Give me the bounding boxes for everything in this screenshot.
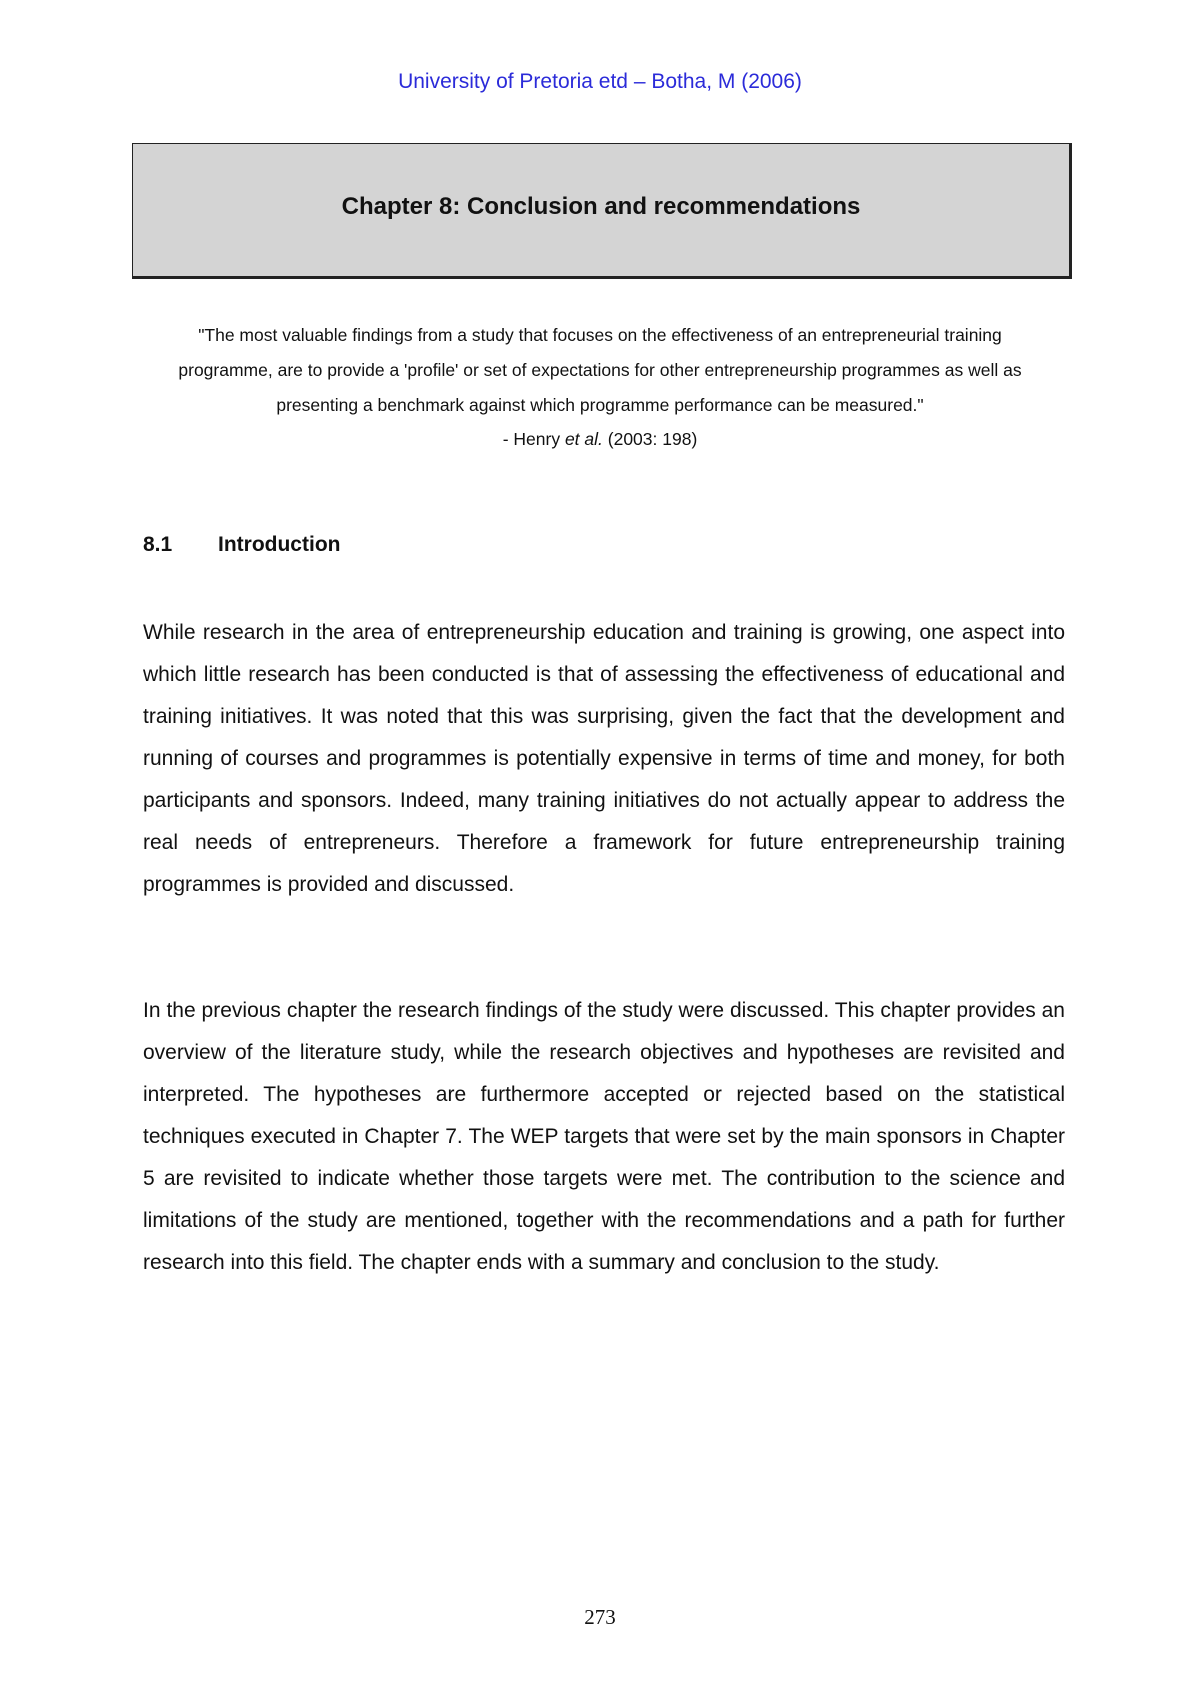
attribution-et-al: et al. <box>564 429 603 449</box>
page-number: 273 <box>584 1605 616 1629</box>
section-heading <box>143 533 340 557</box>
running-header: University of Pretoria etd – Botha, M (2006) <box>398 70 802 93</box>
attribution-author: - Henry <box>502 429 565 449</box>
body-paragraph-2: In the previous chapter the research findings of the study were discussed. This chapter provides an overview of the literature study, while the research objectives and hypotheses are revisited and interpreted. The hypotheses are furthermore accepted or rejected based on the statistical techniques executed in Chapter 7. The WEP targets that were set by the main sponsors in Chapter 5 are revisited to indicate whether those targets were met. The contribution to the science and limitations of the study are mentioned, together with the recommendations and a path for further research into this field. The chapter ends with a summary and conclusion to the study. <box>143 999 1065 1274</box>
epigraph-quote: "The most valuable findings from a study that focuses on the effectiveness of an entrepreneurial training programme, are to provide a 'profile' or set of expectations for other entrepreneurship programmes as well as presenting a benchmark against which programme performance can be measured." <box>178 325 1022 415</box>
epigraph <box>150 318 1050 457</box>
body-paragraph-1: While research in the area of entrepreneurship education and training is growing, one aspect into which little research has been conducted is that of assessing the effectiveness of educational and training initiatives. It was noted that this was surprising, given the fact that the development and running of courses and programmes is potentially expensive in terms of time and money, for both participants and sponsors. Indeed, many training initiatives do not actually appear to address the real needs of entrepreneurs. Therefore a framework for future entrepreneurship training programmes is provided and discussed. <box>143 621 1065 896</box>
chapter-title: Chapter 8: Conclusion and recommendations <box>341 193 861 220</box>
attribution-citation: (2003: 198) <box>602 429 698 449</box>
section-number: 8.1 <box>143 533 173 556</box>
chapter-title-box <box>132 143 1072 279</box>
section-title: Introduction <box>218 533 341 556</box>
epigraph-attribution <box>150 422 1050 457</box>
